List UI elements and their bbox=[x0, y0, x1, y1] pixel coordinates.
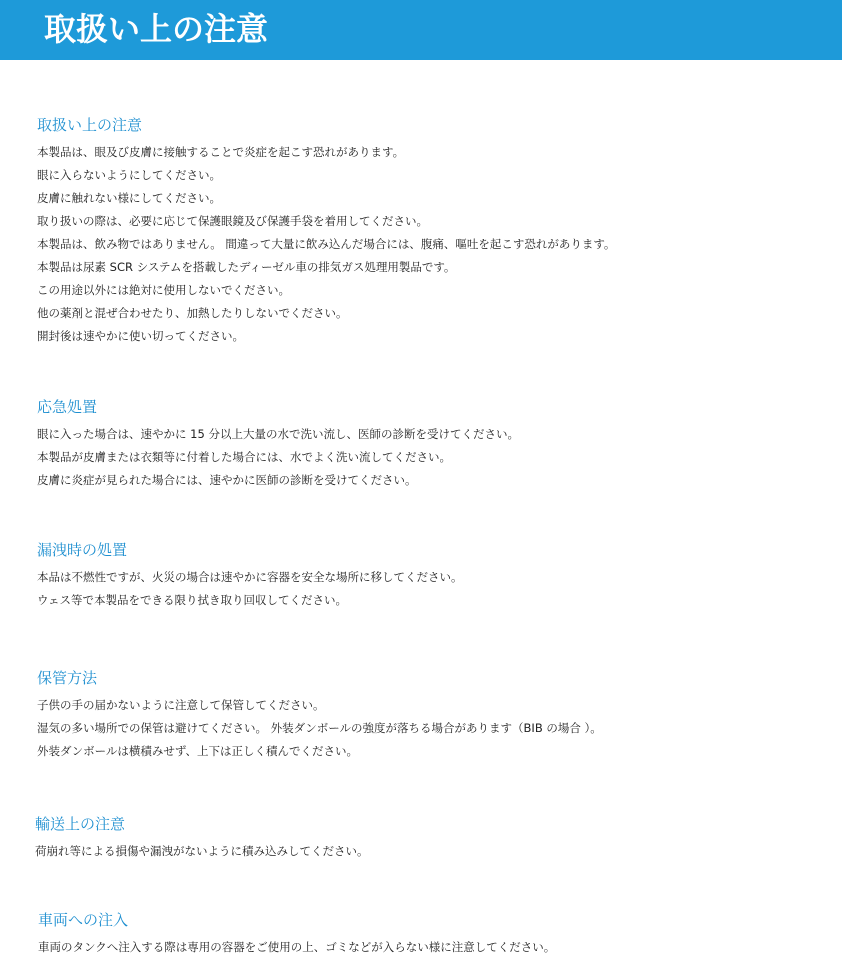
section-line: 湿気の多い場所での保管は避けてください。 外装ダンボールの強度が落ちる場合があります（BIB の場合 ）。 bbox=[37, 721, 602, 735]
page-banner bbox=[0, 0, 842, 60]
section-line: 開封後は速やかに使い切ってください。 bbox=[37, 329, 244, 343]
section-line: 本製品が皮膚または衣類等に付着した場合には、水でよく洗い流してください。 bbox=[37, 450, 451, 464]
section-handling bbox=[37, 115, 827, 348]
section-leak bbox=[37, 540, 827, 612]
section-emergency bbox=[37, 397, 827, 492]
section-line: 皮膚に炎症が見られた場合には、速やかに医師の診断を受けてください。 bbox=[37, 473, 417, 487]
section-line: 取り扱いの際は、必要に応じて保護眼鏡及び保護手袋を着用してください。 bbox=[37, 214, 428, 228]
section-line: 本製品は尿素 SCR システムを搭載したディーゼル車の排気ガス処理用製品です。 bbox=[37, 260, 456, 274]
section-line: 荷崩れ等による損傷や漏洩がないように積み込みしてください。 bbox=[35, 844, 369, 858]
section-line: 子供の手の届かないように注意して保管してください。 bbox=[37, 698, 325, 712]
section-vehicle bbox=[38, 910, 828, 959]
section-heading: 応急処置 bbox=[37, 398, 98, 416]
section-line: 眼に入らないようにしてください。 bbox=[37, 168, 221, 182]
section-heading: 車両への注入 bbox=[38, 911, 129, 929]
section-heading: 輸送上の注意 bbox=[35, 815, 126, 833]
section-heading: 取扱い上の注意 bbox=[37, 116, 143, 134]
section-line: 眼に入った場合は、速やかに 15 分以上大量の水で洗い流し、医師の診断を受けてください。 bbox=[37, 427, 519, 441]
section-storage bbox=[37, 668, 827, 763]
section-line: 他の薬剤と混ぜ合わせたり、加熱したりしないでください。 bbox=[37, 306, 348, 320]
section-line: 本製品は、飲み物ではありません。 間違って大量に飲み込んだ場合には、腹痛、嘔吐を起こす恐れがあります。 bbox=[37, 237, 616, 251]
section-line: 本品は不燃性ですが、火災の場合は速やかに容器を安全な場所に移してください。 bbox=[37, 570, 463, 584]
section-line: 本製品は、眼及び皮膚に接触することで炎症を起こす恐れがあります。 bbox=[37, 145, 405, 159]
section-line: この用途以外には絶対に使用しないでください。 bbox=[37, 283, 290, 297]
section-line: 外装ダンボールは横積みせず、上下は正しく積んでください。 bbox=[37, 744, 358, 758]
section-heading: 保管方法 bbox=[37, 669, 98, 687]
page-title: 取扱い上の注意 bbox=[44, 10, 269, 48]
section-line: ウェス等で本製品をできる限り拭き取り回収してください。 bbox=[37, 593, 348, 607]
section-line: 車両のタンクへ注入する際は専用の容器をご使用の上、ゴミなどが入らない様に注意してください。 bbox=[38, 940, 556, 954]
section-heading: 漏洩時の処置 bbox=[37, 541, 128, 559]
section-transport bbox=[35, 814, 825, 863]
section-line: 皮膚に触れない様にしてください。 bbox=[37, 191, 221, 205]
